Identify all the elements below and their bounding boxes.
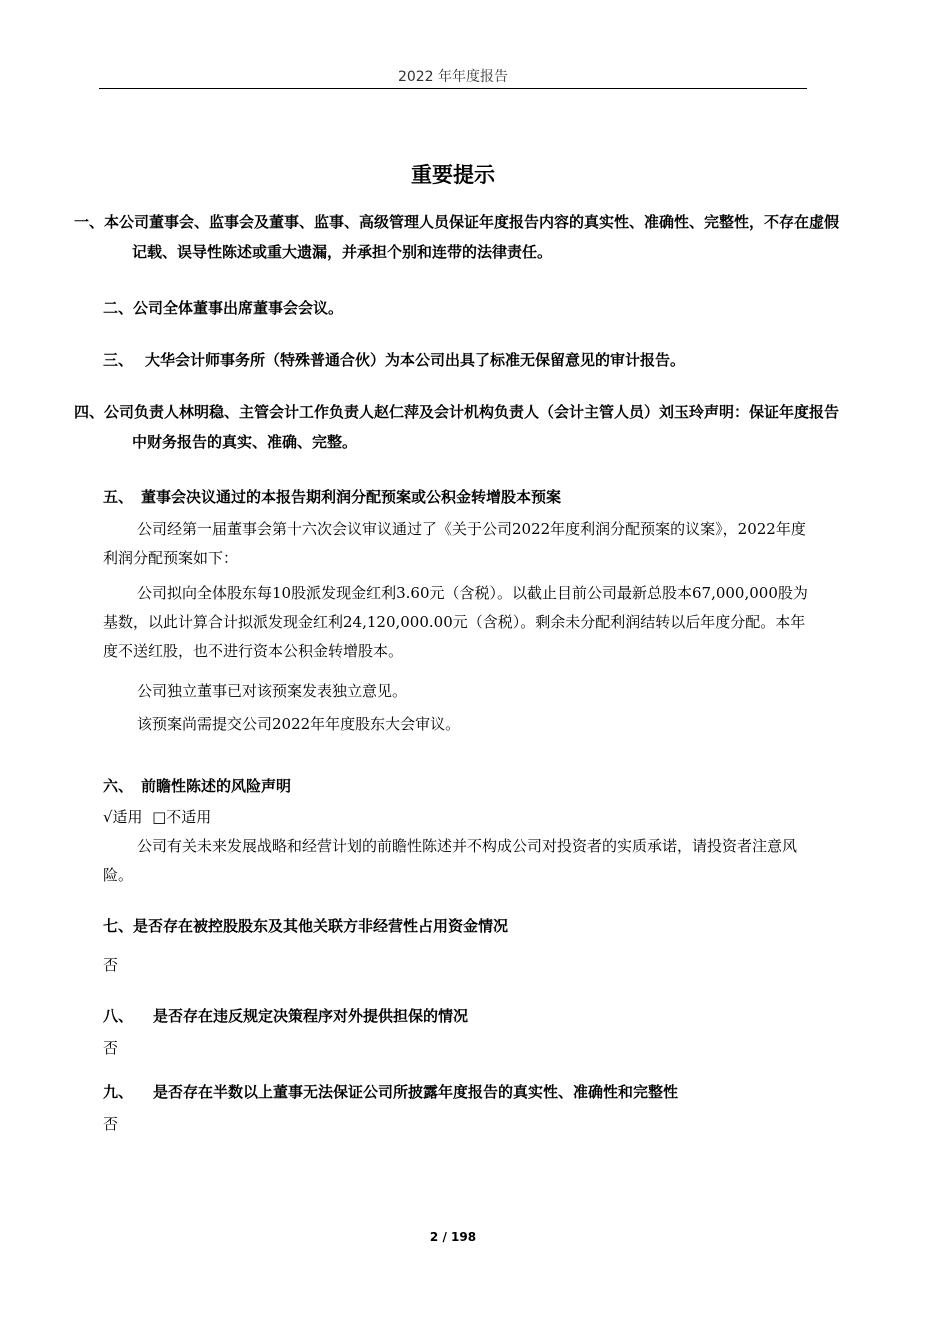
section-9-number: 九、 — [103, 1083, 134, 1101]
section-8-answer: 否 — [103, 1039, 119, 1057]
section-8-number: 八、 — [103, 1007, 134, 1025]
section-3 — [103, 345, 813, 375]
section-5-text: 董事会决议通过的本报告期利润分配预案或公积金转增股本预案 — [141, 488, 562, 506]
section-4 — [74, 397, 842, 457]
section-7-number: 七、 — [103, 917, 134, 935]
section-4-text: 公司负责人林明稳、主管会计工作负责人赵仁萍及会计机构负责人（会计主管人员）刘玉玲声明：保证年度报告中财务报告的真实、准确、完整。 — [104, 403, 840, 451]
section-8-text: 是否存在违反规定决策程序对外提供担保的情况 — [153, 1007, 469, 1025]
section-6-number: 六、 — [103, 777, 134, 795]
section-7 — [103, 911, 813, 941]
section-7-answer: 否 — [103, 956, 119, 974]
report-header: 2022 年年度报告 — [397, 69, 509, 85]
section-1-text: 本公司董事会、监事会及董事、监事、高级管理人员保证年度报告内容的真实性、准确性、完整性，不存在虚假记载、误导性陈述或重大遗漏，并承担个别和连带的法律责任。 — [104, 213, 840, 261]
section-1 — [74, 207, 842, 267]
shareholder-meeting-note: 该预案尚需提交公司2022年年度股东大会审议。 — [137, 715, 461, 733]
section-5 — [103, 482, 813, 512]
section-3-text: 大华会计师事务所（特殊普通合伙）为本公司出具了标准无保留意见的审计报告。 — [145, 351, 686, 369]
page-title: 重要提示 — [411, 163, 495, 187]
section-2 — [103, 293, 813, 323]
section-2-text: 公司全体董事出席董事会会议。 — [133, 299, 344, 317]
section-2-number: 二、 — [103, 299, 134, 317]
independent-director-opinion: 公司独立董事已对该预案发表独立意见。 — [137, 682, 408, 700]
section-1-number: 一、 — [74, 213, 105, 231]
section-9-text: 是否存在半数以上董事无法保证公司所披露年度报告的真实性、准确性和完整性 — [153, 1083, 679, 1101]
section-5-number: 五、 — [103, 488, 134, 506]
section-9-answer: 否 — [103, 1115, 119, 1133]
profit-plan-intro: 公司经第一届董事会第十六次会议审议通过了《关于公司2022年度利润分配预案的议案》，2022年度利润分配预案如下： — [103, 520, 806, 567]
section-9 — [103, 1077, 813, 1107]
section-8 — [103, 1001, 813, 1031]
section-7-text: 是否存在被控股股东及其他关联方非经营性占用资金情况 — [133, 917, 509, 935]
section-6 — [103, 771, 813, 801]
header-divider — [99, 88, 807, 89]
not-applicable-option: □不适用 — [152, 808, 212, 826]
applicability-options — [103, 803, 211, 832]
section-3-number: 三、 — [103, 351, 134, 369]
page-number: 2 / 198 — [429, 1230, 477, 1244]
profit-plan-detail: 公司拟向全体股东每10股派发现金红利3.60元（含税）。以截止目前公司最新总股本67,000,000股为基数，以此计算合计拟派发现金红利24,120,000.00元（含税）。剩余未分配利润结转以后年度分配。本年度不送红股，也不进行资本公积金转增股本。 — [103, 584, 808, 660]
section-6-text: 前瞻性陈述的风险声明 — [141, 777, 292, 795]
applicable-option: √适用 — [103, 808, 143, 826]
section-4-number: 四、 — [74, 403, 105, 421]
risk-statement: 公司有关未来发展战略和经营计划的前瞻性陈述并不构成公司对投资者的实质承诺，请投资者注意风险。 — [103, 837, 798, 884]
